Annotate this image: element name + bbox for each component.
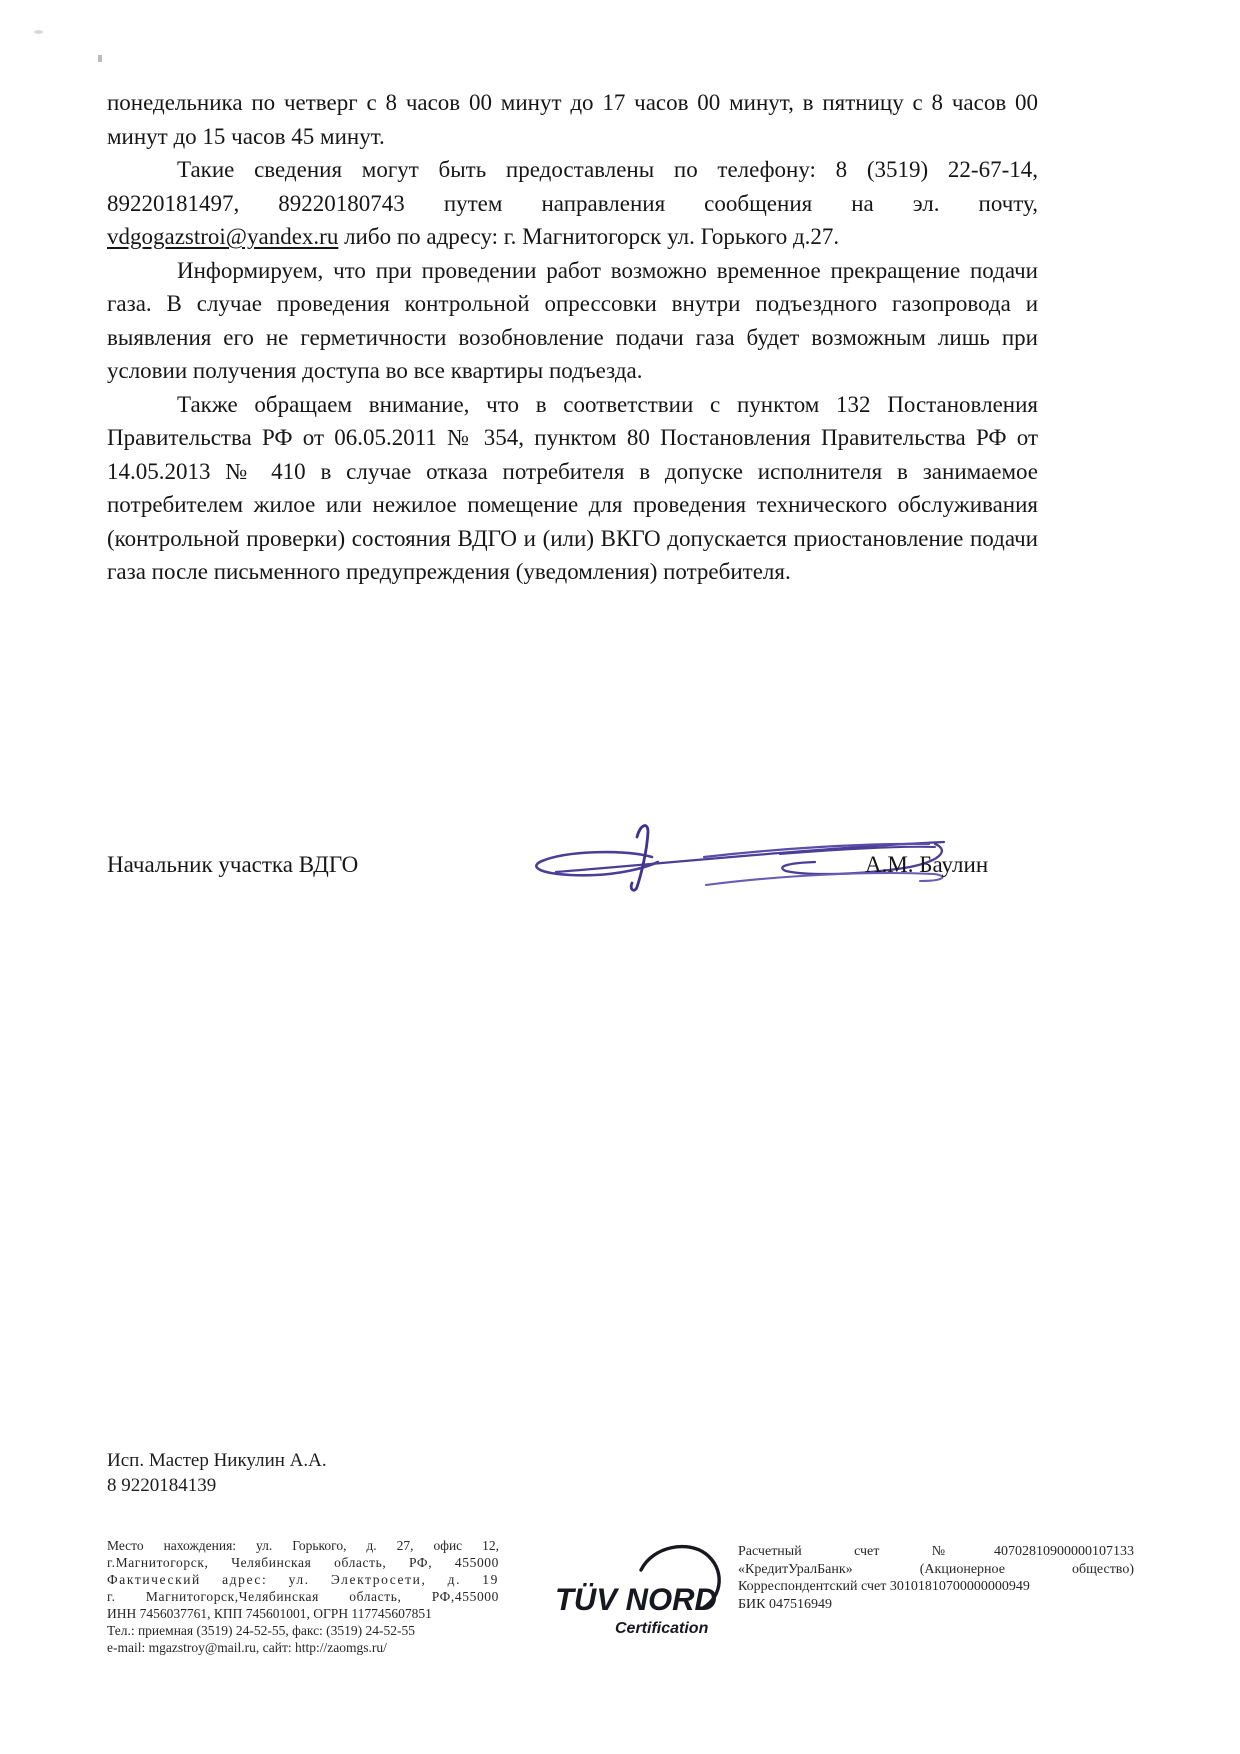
- footer-line: ИНН 7456037761, КПП 745601001, ОГРН 117745607851: [107, 1606, 432, 1621]
- paragraph-working-hours: понедельника по четверг с 8 часов 00 минут до 17 часов 00 минут, в пятницу с 8 часов 00 минут до 15 часов 45 минут.: [107, 90, 1038, 149]
- executor-phone: 8 9220184139: [107, 1475, 217, 1496]
- scan-speck: [34, 30, 43, 34]
- logo-wordmark: TÜV NORD: [555, 1581, 717, 1618]
- footer-line: г. Магнитогорск,Челябинская область, РФ,455000: [107, 1589, 499, 1604]
- executor-name: Исп. Мастер Никулин А.А.: [107, 1450, 327, 1471]
- logo-subtitle: Certification: [615, 1620, 709, 1637]
- paragraph-gas-interruption: Информируем, что при проведении работ возможно временное прекращение подачи газа. В случае проведения контрольной опрессовки внутри подъездного газопровода и выявления его не герметичности возобновление подачи газа будет возможным лишь при условии получения доступа во все квартиры подъезда.: [107, 257, 1038, 383]
- footer-line: г.Магнитогорск, Челябинская область, РФ, 455000: [107, 1555, 499, 1570]
- footer-line: Расчетный счет №40702810900000107133: [738, 1544, 1134, 1559]
- signatory-title: Начальник участка ВДГО: [107, 852, 359, 877]
- paragraph-contacts: [107, 153, 1038, 254]
- footer-line: Фактический адрес: ул. Электросети, д. 19: [107, 1572, 499, 1587]
- footer-line: «КредитУралБанк» (Акционерное общество): [738, 1561, 1134, 1577]
- signatory-name: А.М. Баулин: [865, 852, 989, 877]
- contacts-text-before: Такие сведения могут быть предоставлены по телефону: 8 (3519) 22-67-14, 89220181497, 89220180743 путем направления сообщения на эл. почту,: [107, 157, 1038, 216]
- footer-line: Тел.: приемная (3519) 24-52-55, факс: (3519) 24-52-55: [107, 1623, 416, 1638]
- footer-line: Корреспондентский счет 30101810700000000949: [738, 1579, 1030, 1594]
- footer-line: e-mail: mgazstroy@mail.ru, сайт: http://zaomgs.ru/: [107, 1640, 387, 1655]
- paragraph-regulations: Также обращаем внимание, что в соответствии с пунктом 132 Постановления Правительства РФ от 06.05.2011 № 354, пунктом 80 Постановления Правительства РФ от 14.05.2013 № 410 в случае отказа потребителя в допуске исполнителя в занимаемое потребителем жилое или нежилое помещение для проведения технического обслуживания (контрольной проверки) состояния ВДГО и (или) ВКГО допускается приостановление подачи газа после письменного предупреждения (уведомления) потребителя.: [107, 391, 1038, 584]
- footer-line: Место нахождения: ул. Горького, д. 27, офис 12,: [107, 1538, 499, 1553]
- scan-speck: [98, 55, 102, 62]
- contacts-text-after: либо по адресу: г. Магнитогорск ул. Горького д.27.: [338, 224, 840, 249]
- footer-line: БИК 047516949: [738, 1596, 832, 1612]
- letter-body: [107, 86, 1038, 589]
- footer-bank-block: [738, 1543, 1134, 1613]
- footer-address-block: [107, 1537, 499, 1656]
- tuv-nord-logo: [553, 1538, 725, 1670]
- executor-block: [107, 1448, 327, 1498]
- email-address: vdgogazstroi@yandex.ru: [107, 224, 339, 249]
